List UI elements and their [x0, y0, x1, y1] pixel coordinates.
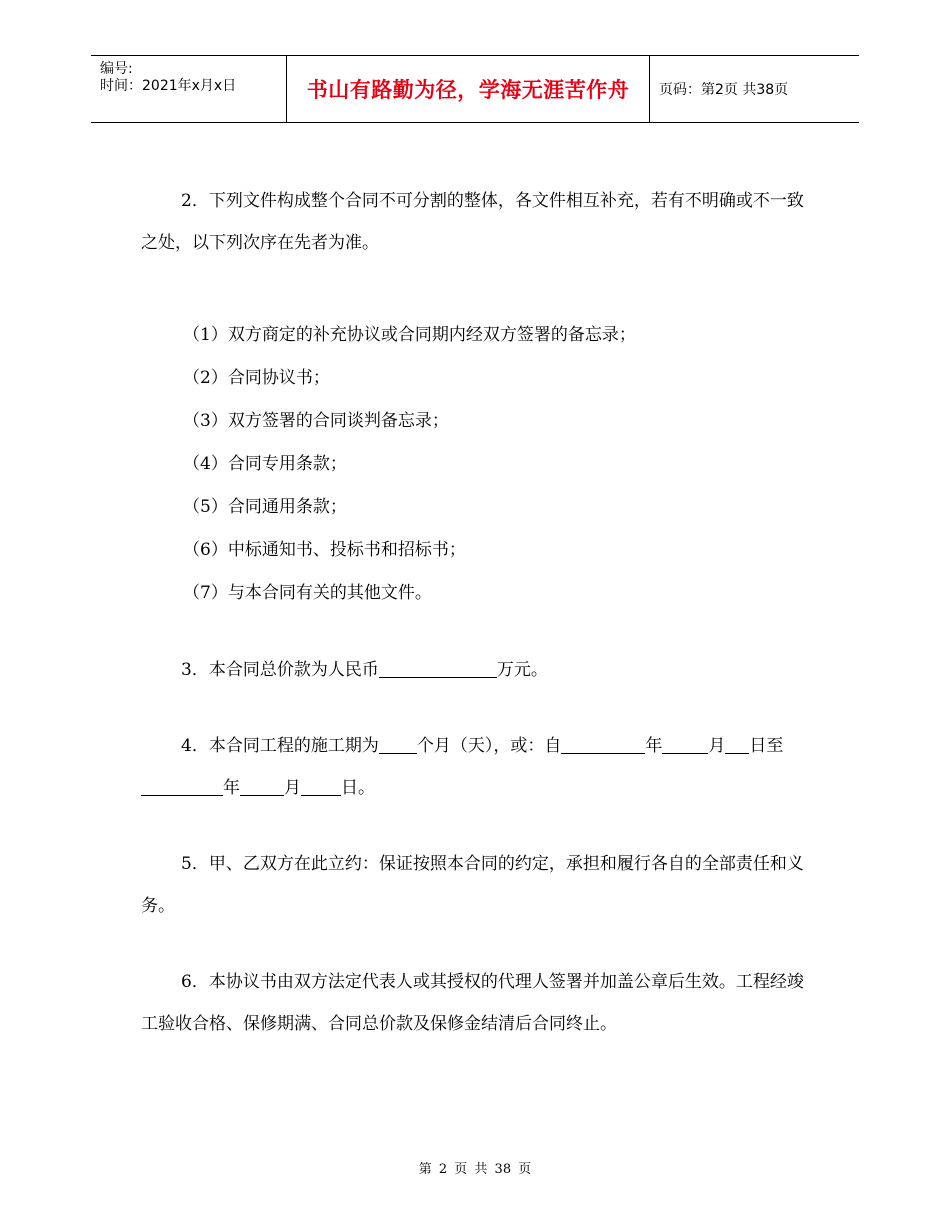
- list-item: （1）双方商定的补充协议或合同期内经双方签署的备忘录；: [183, 325, 636, 345]
- clause-2: 2．下列文件构成整个合同不可分割的整体，各文件相互补充，若有不明确或不一致之处，以下列次序在先者为准。: [141, 191, 804, 253]
- clause-3: 3．本合同总价款为人民币 万元。: [181, 660, 548, 680]
- start-year-blank[interactable]: [561, 735, 645, 754]
- document-order-list: [141, 314, 813, 615]
- end-month-blank[interactable]: [240, 777, 284, 796]
- header-page-info: 页码：第2页 共38页: [659, 82, 789, 98]
- clause-4: 4．本合同工程的施工期为 个月（天），或：自 年 月 日至年 月 日。: [141, 725, 813, 809]
- end-year-blank[interactable]: [141, 777, 223, 796]
- page-footer: 第 2 页 共 38 页: [418, 1162, 532, 1177]
- header-motto: 书山有路勤为径，学海无涯苦作舟: [306, 78, 630, 102]
- list-item: （2）合同协议书；: [183, 368, 330, 388]
- document-number-label: 编号:: [100, 61, 133, 77]
- clause-5: 5．甲、乙双方在此立约：保证按照本合同的约定，承担和履行各自的全部责任和义务。: [141, 854, 804, 916]
- start-day-blank[interactable]: [725, 735, 749, 754]
- contract-body: [141, 180, 813, 1045]
- header-meta: [100, 61, 236, 95]
- list-item: （7）与本合同有关的其他文件。: [183, 583, 432, 603]
- list-item: （6）中标通知书、投标书和招标书；: [183, 540, 466, 560]
- end-day-blank[interactable]: [301, 777, 341, 796]
- document-time: 时间：2021年x月x日: [100, 78, 237, 94]
- clause-6: 6．本协议书由双方法定代表人或其授权的代理人签署并加盖公章后生效。工程经竣工验收合格、保修期满、合同总价款及保修金结清后合同终止。: [141, 972, 804, 1034]
- list-item: （3）双方签署的合同谈判备忘录；: [183, 411, 449, 431]
- price-blank[interactable]: [379, 659, 497, 678]
- header-divider: [649, 56, 650, 122]
- list-item: （4）合同专用条款；: [183, 454, 347, 474]
- duration-blank[interactable]: [379, 735, 417, 754]
- start-month-blank[interactable]: [662, 735, 708, 754]
- page-header: [91, 55, 859, 123]
- list-item: （5）合同通用条款；: [183, 497, 347, 517]
